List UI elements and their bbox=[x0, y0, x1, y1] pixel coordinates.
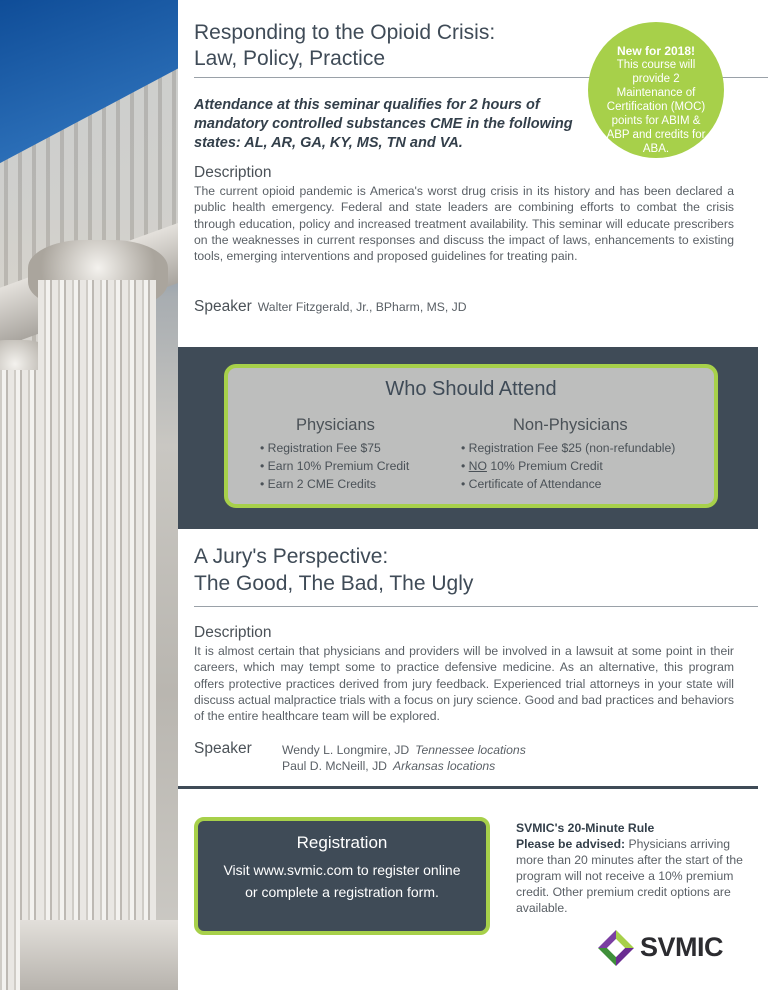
physicians-heading: Physicians bbox=[296, 416, 375, 434]
who-should-attend-title: Who Should Attend bbox=[385, 378, 557, 400]
list-item: • Earn 2 CME Credits bbox=[260, 475, 409, 493]
course1-title-line2: Law, Policy, Practice bbox=[194, 47, 386, 70]
speaker-name: Paul D. McNeill, JD bbox=[282, 759, 387, 773]
moc-badge bbox=[588, 22, 724, 158]
divider bbox=[178, 786, 758, 789]
list-item: • Earn 10% Premium Credit bbox=[260, 457, 409, 475]
non-physicians-heading: Non-Physicians bbox=[513, 416, 628, 434]
registration-body: Visit www.svmic.com to register online or complete a registration form. bbox=[223, 862, 461, 900]
course2-title-line1: A Jury's Perspective: bbox=[194, 545, 389, 568]
speaker-name: Walter Fitzgerald, Jr., BPharm, MS, JD bbox=[257, 300, 467, 314]
course1-speaker bbox=[194, 298, 467, 316]
list-item bbox=[461, 457, 675, 475]
list-item: • Registration Fee $25 (non-refundable) bbox=[461, 439, 675, 457]
svmic-logo bbox=[598, 928, 748, 968]
premium-credit-text: 10% Premium Credit bbox=[490, 459, 603, 473]
who-should-attend-box bbox=[224, 364, 718, 508]
course2-title-line2: The Good, The Bad, The Ugly bbox=[194, 572, 474, 595]
speaker-location: Arkansas locations bbox=[392, 759, 496, 773]
speaker-label: Speaker bbox=[194, 740, 252, 757]
attendance-note: Attendance at this seminar qualifies for 2 hours of mandatory controlled substances CME in the following states: AL, AR, GA, KY, MS, TN and VA. bbox=[194, 97, 573, 151]
course1-title-line1: Responding to the Opioid Crisis: bbox=[194, 21, 496, 44]
list-item: • Registration Fee $75 bbox=[260, 439, 409, 457]
speaker-name: Wendy L. Longmire, JD bbox=[282, 743, 410, 757]
logo-wordmark: SVMIC bbox=[640, 932, 724, 962]
rule-advised: Please be advised: bbox=[516, 837, 626, 851]
svmic-logo-mark-icon bbox=[598, 930, 634, 966]
divider bbox=[194, 606, 758, 607]
speaker-line bbox=[282, 758, 622, 774]
rule-body: Physicians arriving more than 20 minutes after the start of the program will not receive a 10% premium credit. Other premium credit options are available. bbox=[516, 837, 743, 915]
twenty-minute-rule bbox=[516, 820, 746, 916]
course1-description-label: Description bbox=[194, 164, 272, 181]
badge-headline: New for 2018! bbox=[616, 44, 696, 58]
no-emphasis: NO bbox=[468, 459, 487, 473]
flyer-content bbox=[178, 0, 768, 990]
course1-description: The current opioid pandemic is America's worst drug crisis in its history and has been declared a public health emergency. Federal and state leaders are combining efforts to combat the crisis through education, policy and increased treatment availability. This seminar will educate prescribers on the weaknesses in current responses and discuss the impact of laws, enhancements to existing tools, emerging interventions and proposed guidelines for treating pain. bbox=[194, 184, 734, 264]
registration-box bbox=[194, 817, 490, 935]
courthouse-columns-image bbox=[0, 0, 178, 990]
physicians-group bbox=[260, 416, 409, 493]
badge-text: This course will provide 2 Maintenance of Certification (MOC) points for ABIM & ABP and credits for ABA. bbox=[606, 59, 706, 155]
who-should-attend-band bbox=[178, 347, 758, 529]
speaker-location: Tennessee locations bbox=[415, 743, 526, 757]
speaker-line bbox=[282, 742, 622, 758]
course2-description: It is almost certain that physicians and providers will be involved in a lawsuit at some point in their careers, which may tempt some to practice defensive medicine. As an alternative, this program offers protective practices derived from jury feedback. Experienced trial attorneys in your state will discuss actual malpractice trials with a focus on jury science. Good and bad practices and behaviors of the entire healthcare team will be explored. bbox=[194, 644, 734, 724]
non-physicians-group bbox=[461, 416, 675, 493]
rule-title: SVMIC's 20-Minute Rule bbox=[516, 821, 655, 835]
speaker-label: Speaker bbox=[194, 298, 252, 315]
course2-title bbox=[194, 543, 694, 597]
registration-title: Registration bbox=[296, 833, 388, 852]
list-item: • Certificate of Attendance bbox=[461, 475, 675, 493]
course2-description-label: Description bbox=[194, 624, 272, 641]
course1-title bbox=[194, 20, 584, 72]
